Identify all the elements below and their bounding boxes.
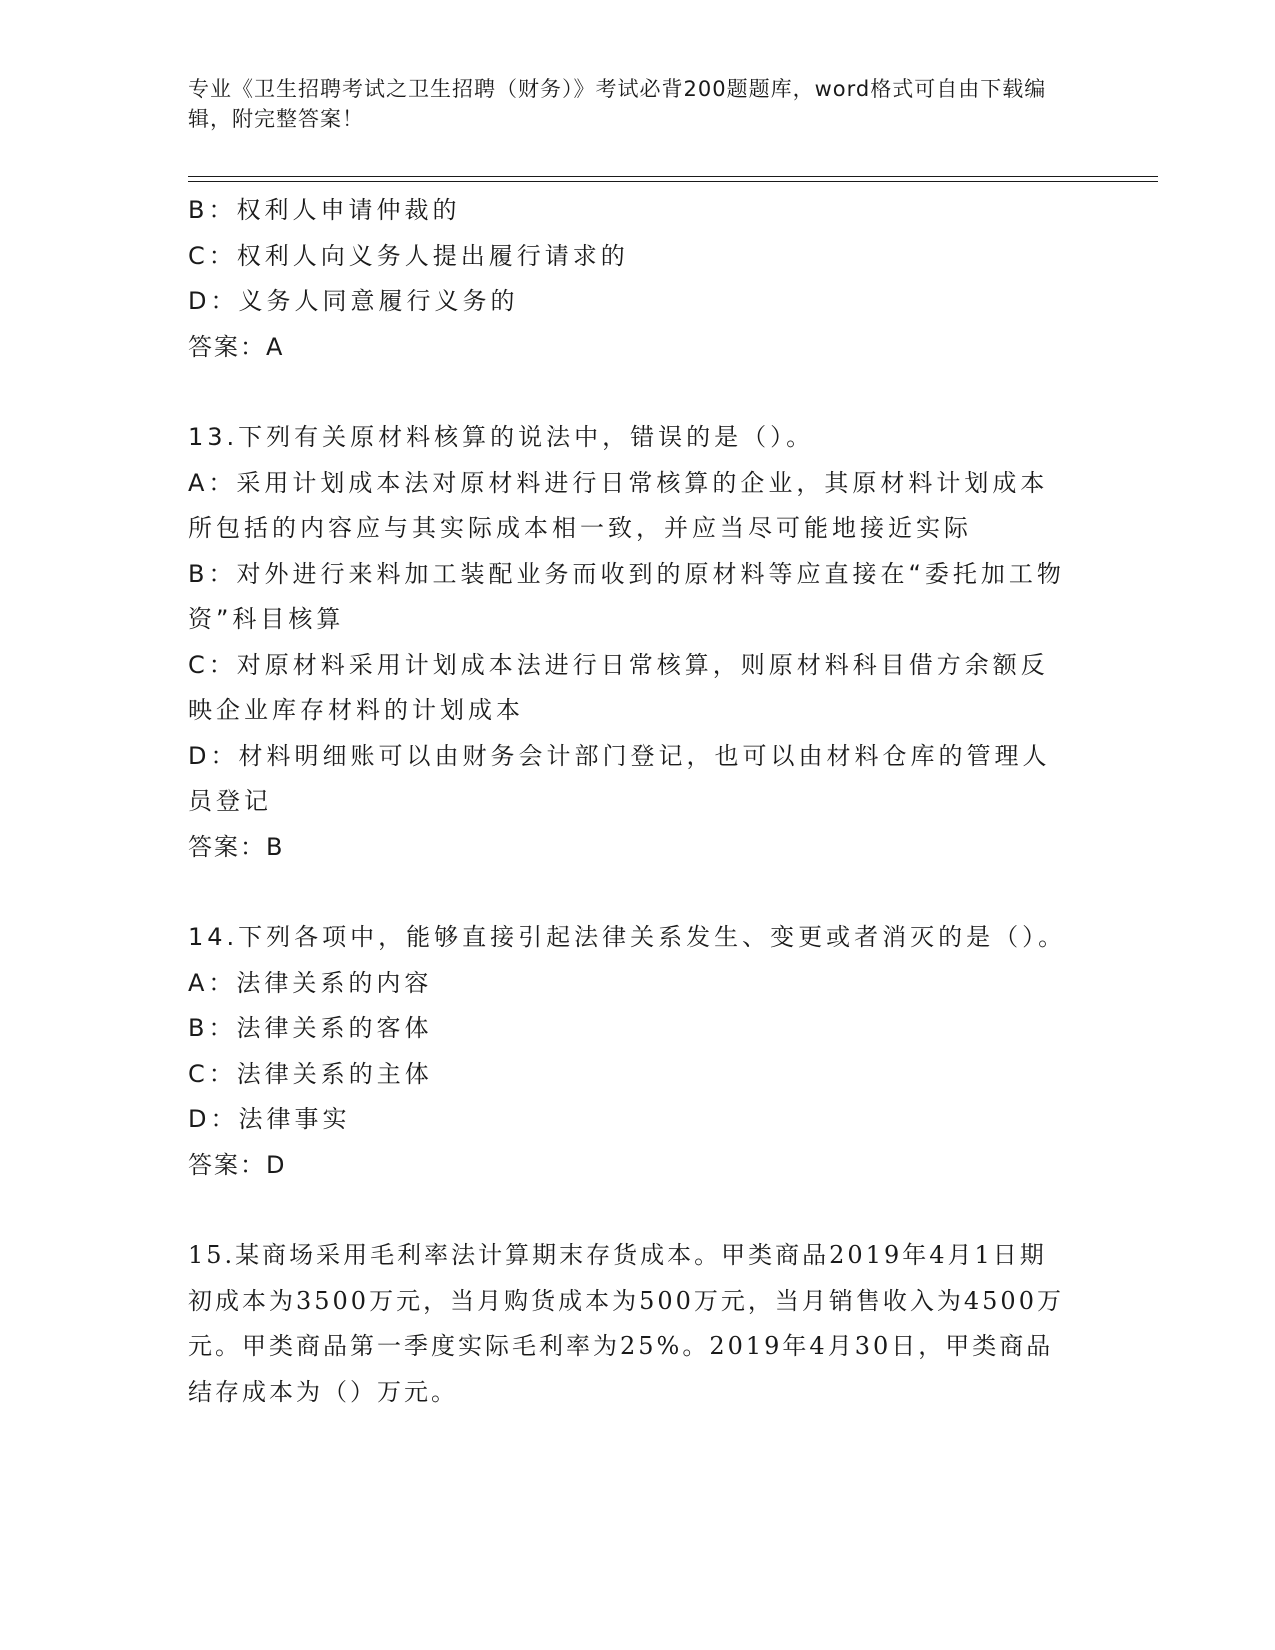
q14-option-c: C：法律关系的主体 xyxy=(188,1059,433,1088)
question-13 xyxy=(188,415,1068,870)
question-15 xyxy=(188,1233,1068,1415)
q12-option-d: D：义务人同意履行义务的 xyxy=(188,287,519,315)
q14-option-d: D：法律事实 xyxy=(188,1105,351,1133)
document-body xyxy=(188,188,1068,1415)
q13-stem: 13.下列有关原材料核算的说法中，错误的是（）。 xyxy=(188,423,815,451)
question-12 xyxy=(188,188,1068,370)
spacer xyxy=(188,870,1068,915)
question-14 xyxy=(188,915,1068,1188)
q13-option-a: A：采用计划成本法对原材料进行日常核算的企业，其原材料计划成本所包括的内容应与其实际成本相一致，并应当尽可能地接近实际 xyxy=(188,468,1049,542)
q13-option-c: C：对原材料采用计划成本法进行日常核算，则原材料科目借方余额反映企业库存材料的计划成本 xyxy=(188,650,1049,724)
q14-option-b: B：法律关系的客体 xyxy=(188,1014,433,1042)
header-rule-top xyxy=(188,176,1158,177)
spacer xyxy=(188,1188,1068,1233)
document-header: 专业《卫生招聘考试之卫生招聘（财务）》考试必背200题题库，word格式可自由下载编辑，附完整答案！ xyxy=(188,77,1047,131)
spacer xyxy=(188,370,1068,415)
q13-answer: 答案：B xyxy=(188,832,285,861)
q13-option-b: B：对外进行来料加工装配业务而收到的原材料等应直接在“委托加工物资”科目核算 xyxy=(188,559,1065,633)
q12-answer: 答案：A xyxy=(188,332,285,361)
q14-option-a: A：法律关系的内容 xyxy=(188,968,433,997)
q14-answer: 答案：D xyxy=(188,1150,287,1179)
q14-stem: 14.下列各项中，能够直接引起法律关系发生、变更或者消灭的是（）。 xyxy=(188,923,1067,951)
header-rule-bottom xyxy=(188,181,1158,182)
q12-option-b: B：权利人申请仲裁的 xyxy=(188,196,461,224)
q13-option-d: D：材料明细账可以由财务会计部门登记，也可以由材料仓库的管理人员登记 xyxy=(188,741,1051,815)
q15-stem: 15.某商场采用毛利率法计算期末存货成本。甲类商品2019年4月1日期初成本为3500万元，当月购货成本为500万元，当月销售收入为4500万元。甲类商品第一季度实际毛利率为25%。2019年4月30日，甲类商品结存成本为（）万元。 xyxy=(188,1241,1064,1406)
q12-option-c: C：权利人向义务人提出履行请求的 xyxy=(188,241,629,270)
